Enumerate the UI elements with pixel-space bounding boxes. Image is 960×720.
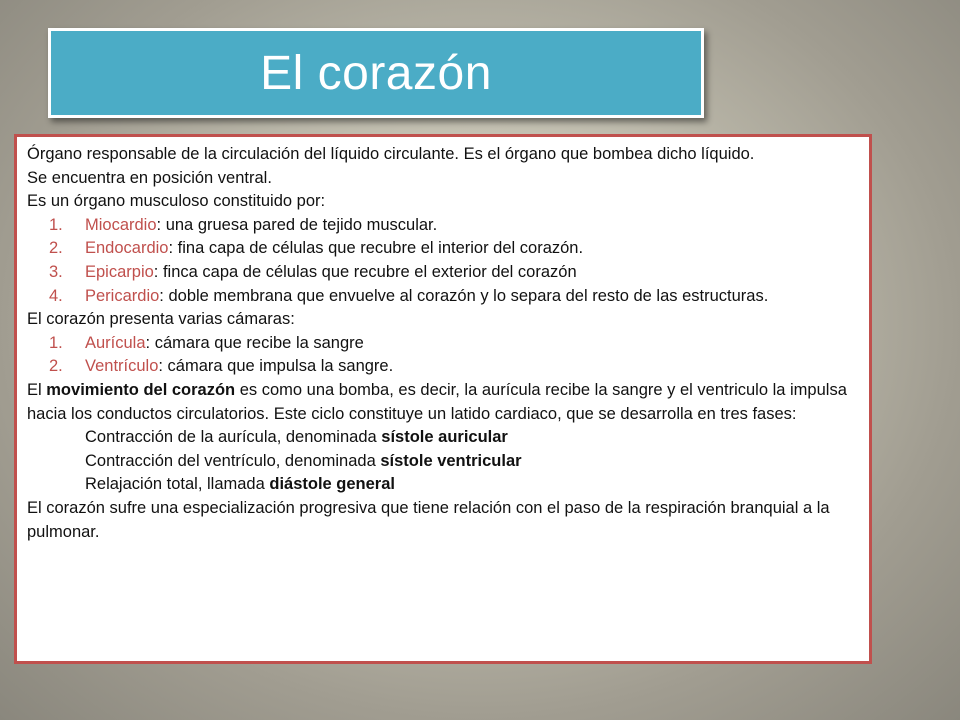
list-number: 3. xyxy=(49,262,63,281)
phase-item xyxy=(27,450,859,474)
list-term: Ventrículo xyxy=(85,357,159,376)
list-number: 4. xyxy=(49,286,63,305)
phase-text: Relajación total, llamada xyxy=(85,475,270,494)
list-desc: : cámara que recibe la sangre xyxy=(145,333,364,352)
phase-text: Contracción de la aurícula, denominada xyxy=(85,428,382,447)
page-title: El corazón xyxy=(260,46,492,100)
phase-term: sístole auricular xyxy=(381,428,508,447)
list-number: 1. xyxy=(49,215,63,234)
list-number: 2. xyxy=(49,357,63,376)
list-desc: : finca capa de células que recubre el exterior del corazón xyxy=(153,262,577,281)
phase-item xyxy=(27,426,859,450)
list-term: Epicarpio xyxy=(85,262,154,281)
list-item-layer xyxy=(27,285,859,309)
paragraph-position: Se encuentra en posición ventral. xyxy=(27,168,272,187)
text-fragment: El xyxy=(27,380,47,399)
bold-term: movimiento del corazón xyxy=(46,380,236,399)
paragraph-movement xyxy=(27,379,859,426)
phase-text: Contracción del ventrículo, denominada xyxy=(85,451,381,470)
list-item-layer xyxy=(27,214,859,238)
list-item-chamber xyxy=(27,332,859,356)
content-box xyxy=(14,134,872,664)
list-desc: : una gruesa pared de tejido muscular. xyxy=(156,215,438,234)
list-number: 2. xyxy=(49,239,63,258)
paragraph-composition: Es un órgano musculoso constituido por: xyxy=(27,192,326,211)
list-desc: : cámara que impulsa la sangre. xyxy=(158,357,394,376)
list-item-chamber xyxy=(27,355,859,379)
list-term: Aurícula xyxy=(85,333,146,352)
phase-term: diástole general xyxy=(269,475,395,494)
list-term: Pericardio xyxy=(85,286,160,305)
phase-term: sístole ventricular xyxy=(380,451,522,470)
paragraph-definition: Órgano responsable de la circulación del líquido circulante. Es el órgano que bombea dicho líquido. xyxy=(27,145,755,163)
list-term: Miocardio xyxy=(85,215,157,234)
list-item-layer xyxy=(27,261,859,285)
list-desc: : doble membrana que envuelve al corazón y lo separa del resto de las estructuras. xyxy=(159,286,769,305)
title-banner xyxy=(48,28,704,118)
phase-item xyxy=(27,473,859,497)
text-fragment: es como una bomba, es decir, la aurícula recibe la sangre y el ventriculo la impulsa hacia los conductos circulatorios. Este ciclo constituye un latido cardiaco, que se desarrolla en tres fases: xyxy=(27,380,847,423)
list-desc: : fina capa de células que recubre el interior del corazón. xyxy=(168,239,584,258)
paragraph-specialization: El corazón sufre una especialización progresiva que tiene relación con el paso de la respiración branquial a la pulmonar. xyxy=(27,498,830,541)
list-item-layer xyxy=(27,237,859,261)
paragraph-chambers: El corazón presenta varias cámaras: xyxy=(27,310,295,329)
list-number: 1. xyxy=(49,333,63,352)
list-term: Endocardio xyxy=(85,239,169,258)
